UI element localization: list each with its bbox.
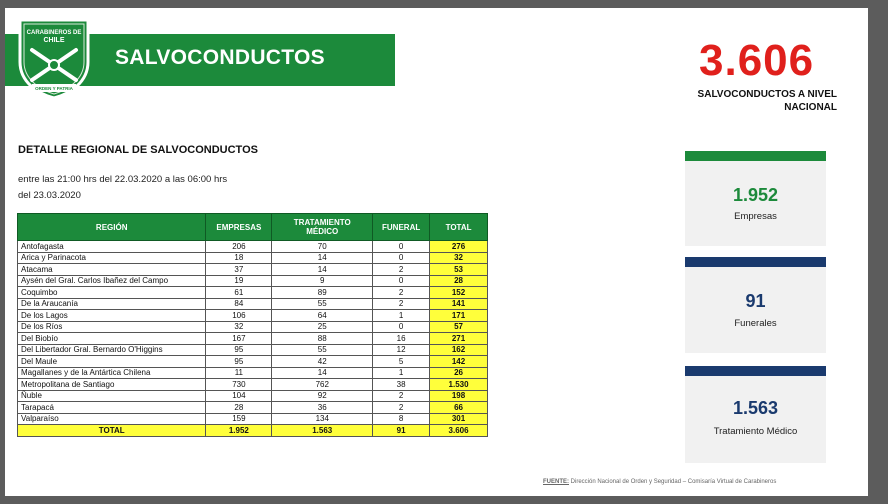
cell-funeral: 2 <box>373 402 430 414</box>
cell-region: Magallanes y de la Antártica Chilena <box>18 367 206 379</box>
cell-funeral: 0 <box>373 252 430 264</box>
card-tratamiento-label: Tratamiento Médico <box>713 426 798 437</box>
cell-funeral: 8 <box>373 413 430 425</box>
cell-empresas: 730 <box>206 379 272 391</box>
cell-empresas: 106 <box>206 310 272 322</box>
cell-region: Atacama <box>18 264 206 276</box>
cell-tratamiento: 92 <box>272 390 373 402</box>
cell-tratamiento: 9 <box>272 275 373 287</box>
table-row <box>18 321 488 333</box>
cell-region: Del Biobío <box>18 333 206 345</box>
total-cell-funeral: 91 <box>373 425 430 437</box>
cell-funeral: 2 <box>373 390 430 402</box>
cell-tratamiento: 25 <box>272 321 373 333</box>
table-row <box>18 413 488 425</box>
cell-tratamiento: 88 <box>272 333 373 345</box>
cell-funeral: 1 <box>373 310 430 322</box>
cell-total: 32 <box>430 252 488 264</box>
cell-empresas: 28 <box>206 402 272 414</box>
cell-empresas: 32 <box>206 321 272 333</box>
cell-region: Valparaíso <box>18 413 206 425</box>
header-empresas: EMPRESAS <box>206 214 272 241</box>
cell-total: 152 <box>430 287 488 299</box>
header-region: REGIÓN <box>18 214 206 241</box>
total-cell-region: TOTAL <box>18 425 206 437</box>
total-cell-total: 3.606 <box>430 425 488 437</box>
total-cell-empresas: 1.952 <box>206 425 272 437</box>
cell-total: 141 <box>430 298 488 310</box>
page-title: SALVOCONDUCTOS <box>115 46 325 69</box>
cell-funeral: 2 <box>373 298 430 310</box>
cell-empresas: 61 <box>206 287 272 299</box>
header-tratamiento-line1: TRATAMIENTO <box>293 218 351 227</box>
table-row <box>18 264 488 276</box>
table-row <box>18 402 488 414</box>
cell-region: Del Libertador Gral. Bernardo O'Higgins <box>18 344 206 356</box>
detail-title: DETALLE REGIONAL DE SALVOCONDUCTOS <box>18 144 258 156</box>
total-cell-tratamiento: 1.563 <box>272 425 373 437</box>
cell-region: De los Ríos <box>18 321 206 333</box>
card-empresas-value: 1.952 <box>732 185 779 205</box>
cell-empresas: 159 <box>206 413 272 425</box>
cell-funeral: 0 <box>373 275 430 287</box>
cell-total: 271 <box>430 333 488 345</box>
table-row <box>18 310 488 322</box>
carabineros-logo <box>12 16 96 100</box>
table-row <box>18 298 488 310</box>
cell-funeral: 16 <box>373 333 430 345</box>
cell-funeral: 38 <box>373 379 430 391</box>
cell-total: 53 <box>430 264 488 276</box>
cell-funeral: 12 <box>373 344 430 356</box>
cell-total: 142 <box>430 356 488 368</box>
cell-tratamiento: 70 <box>272 241 373 253</box>
cell-tratamiento: 14 <box>272 252 373 264</box>
national-caption <box>669 88 837 114</box>
cell-empresas: 84 <box>206 298 272 310</box>
cell-region: De los Lagos <box>18 310 206 322</box>
cell-tratamiento: 134 <box>272 413 373 425</box>
national-caption-line2: NACIONAL <box>784 102 837 113</box>
cell-region: Arica y Parinacota <box>18 252 206 264</box>
cell-empresas: 11 <box>206 367 272 379</box>
table-row <box>18 287 488 299</box>
table-row <box>18 379 488 391</box>
card-funerales <box>685 257 826 353</box>
cell-region: Ñuble <box>18 390 206 402</box>
cell-empresas: 19 <box>206 275 272 287</box>
header-tratamiento-line2: MÉDICO <box>306 227 339 236</box>
table-row <box>18 252 488 264</box>
card-empresas <box>685 151 826 246</box>
cell-empresas: 18 <box>206 252 272 264</box>
cell-tratamiento: 14 <box>272 367 373 379</box>
cell-region: Aysén del Gral. Carlos Ibañez del Campo <box>18 275 206 287</box>
cell-total: 57 <box>430 321 488 333</box>
cell-total: 1.530 <box>430 379 488 391</box>
table-row <box>18 275 488 287</box>
cell-region: Antofagasta <box>18 241 206 253</box>
table-header-row <box>18 214 488 241</box>
date-range-line2: del 23.03.2020 <box>18 190 81 201</box>
cell-tratamiento: 55 <box>272 344 373 356</box>
logo-text-mid: CHILE <box>43 37 65 44</box>
table-row <box>18 241 488 253</box>
header-funeral: FUNERAL <box>373 214 430 241</box>
date-range-line1: entre las 21:00 hrs del 22.03.2020 a las 06:00 hrs <box>18 174 228 185</box>
table-row <box>18 356 488 368</box>
cell-total: 301 <box>430 413 488 425</box>
cell-empresas: 167 <box>206 333 272 345</box>
card-funerales-bar <box>685 257 826 267</box>
cell-empresas: 206 <box>206 241 272 253</box>
cell-tratamiento: 42 <box>272 356 373 368</box>
cell-total: 66 <box>430 402 488 414</box>
cell-region: Del Maule <box>18 356 206 368</box>
cell-total: 26 <box>430 367 488 379</box>
report-sheet <box>5 8 868 496</box>
national-caption-line1: SALVOCONDUCTOS A NIVEL <box>697 89 837 100</box>
cell-total: 171 <box>430 310 488 322</box>
table-total-row <box>18 425 488 437</box>
cell-region: Tarapacá <box>18 402 206 414</box>
cell-total: 276 <box>430 241 488 253</box>
logo-text-top: CARABINEROS DE <box>26 30 82 36</box>
cell-tratamiento: 14 <box>272 264 373 276</box>
card-funerales-label: Funerales <box>734 318 777 329</box>
regional-table <box>17 213 488 437</box>
table-row <box>18 344 488 356</box>
cell-funeral: 0 <box>373 321 430 333</box>
cell-total: 162 <box>430 344 488 356</box>
cell-funeral: 5 <box>373 356 430 368</box>
national-total: 3.606 <box>699 36 815 85</box>
cell-tratamiento: 36 <box>272 402 373 414</box>
cell-tratamiento: 762 <box>272 379 373 391</box>
cell-tratamiento: 64 <box>272 310 373 322</box>
cell-funeral: 0 <box>373 241 430 253</box>
cell-total: 198 <box>430 390 488 402</box>
cell-tratamiento: 89 <box>272 287 373 299</box>
source-label: FUENTE: <box>543 479 569 485</box>
cell-funeral: 2 <box>373 287 430 299</box>
card-tratamiento-value: 1.563 <box>732 398 779 418</box>
cell-empresas: 95 <box>206 344 272 356</box>
logo-text-bottom: ORDEN Y PATRIA <box>35 86 73 91</box>
table-row <box>18 367 488 379</box>
cell-empresas: 95 <box>206 356 272 368</box>
header-total: TOTAL <box>430 214 488 241</box>
card-tratamiento-bar <box>685 366 826 376</box>
card-empresas-label: Empresas <box>734 211 777 222</box>
source-text: Dirección Nacional de Orden y Seguridad – Comisaría Virtual de Carabineros <box>570 479 777 485</box>
source-note <box>543 479 776 485</box>
cell-funeral: 2 <box>373 264 430 276</box>
cell-total: 28 <box>430 275 488 287</box>
header-tratamiento <box>272 214 373 241</box>
cell-region: Metropolitana de Santiago <box>18 379 206 391</box>
cell-empresas: 37 <box>206 264 272 276</box>
cell-tratamiento: 55 <box>272 298 373 310</box>
table-row <box>18 333 488 345</box>
table-row <box>18 390 488 402</box>
card-empresas-bar <box>685 151 826 161</box>
cell-region: De la Araucanía <box>18 298 206 310</box>
cell-region: Coquimbo <box>18 287 206 299</box>
card-funerales-value: 91 <box>745 291 766 311</box>
card-tratamiento <box>685 366 826 463</box>
table-body <box>18 241 488 437</box>
cell-empresas: 104 <box>206 390 272 402</box>
cell-funeral: 1 <box>373 367 430 379</box>
